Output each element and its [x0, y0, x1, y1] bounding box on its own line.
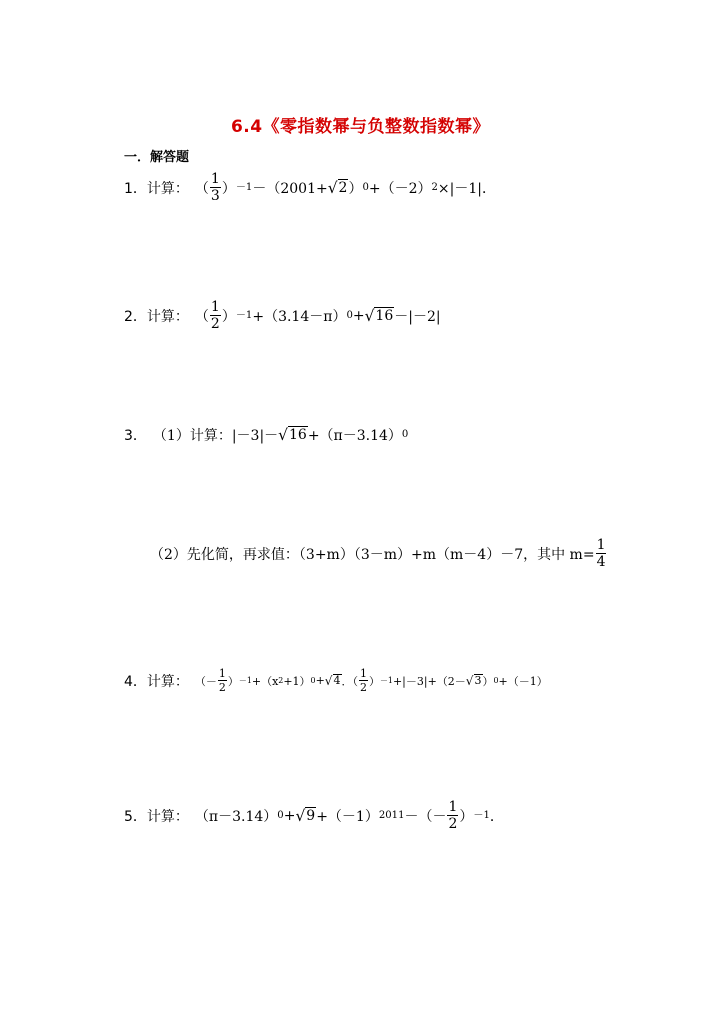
- problem-number: 4．计算：: [124, 673, 189, 690]
- fraction: $\frac{1}{2}$: [218, 667, 226, 694]
- problem-2: 2．计算： （ $\frac{1}{2}$ ） －1 +（3.14－π） 0 + √ 16 －|－2|: [124, 299, 441, 332]
- problem-5: 5．计算： （π－3.14） 0 + √ 9 +（－1） 2011 －（－ $\frac{1}{2}$ ） －1 ．: [124, 799, 504, 832]
- fraction: $\frac{1}{2}$: [360, 667, 367, 694]
- square-root: √ 4: [324, 673, 341, 689]
- problem-3-part-1: 3． （1）计算：|－3|－ √ 16 +（π－3.14） 0: [124, 426, 409, 445]
- problem-number: 1．计算：: [124, 180, 189, 197]
- square-root: √ 2: [327, 178, 348, 197]
- fraction: $\frac{1}{2}$: [210, 299, 220, 332]
- fraction: $\frac{1}{2}$: [448, 799, 458, 832]
- problem-number: 5．计算：: [124, 808, 189, 825]
- problem-4-expression: （－ $\frac{1}{2}$ ） －1 +（x 2 +1） 0 + √ 4 ．（ $\frac{1}{2}$ ） －1 +|－3|+（2－ √ 3 ） 0 +（－1）: [194, 667, 548, 694]
- problem-number: 2．计算：: [124, 308, 189, 325]
- page-title: 6.4《零指数幂与负整数指数幂》: [230, 117, 491, 137]
- problem-number: 3．: [124, 428, 147, 444]
- square-root: √ 9: [295, 806, 316, 825]
- problem-4: [124, 668, 548, 693]
- fraction: $\frac{1}{4}$: [596, 537, 606, 570]
- section-heading: 一．解答题: [124, 150, 190, 165]
- square-root: √ 16: [364, 306, 394, 325]
- square-root: √ 16: [278, 426, 307, 445]
- problem-3-part-2: （2）先化简，再求值：（3+m）（3－m）+m（m－4）－7，其中 m= $\frac{1}{4}$: [150, 537, 606, 570]
- square-root: √ 3: [465, 673, 482, 689]
- fraction: $\frac{1}{3}$: [210, 171, 220, 204]
- problem-1: 1．计算： （ $\frac{1}{3}$ ） －1 －（2001+ √ 2 ） 0 +（－2） 2 ×|－1|．: [124, 171, 496, 204]
